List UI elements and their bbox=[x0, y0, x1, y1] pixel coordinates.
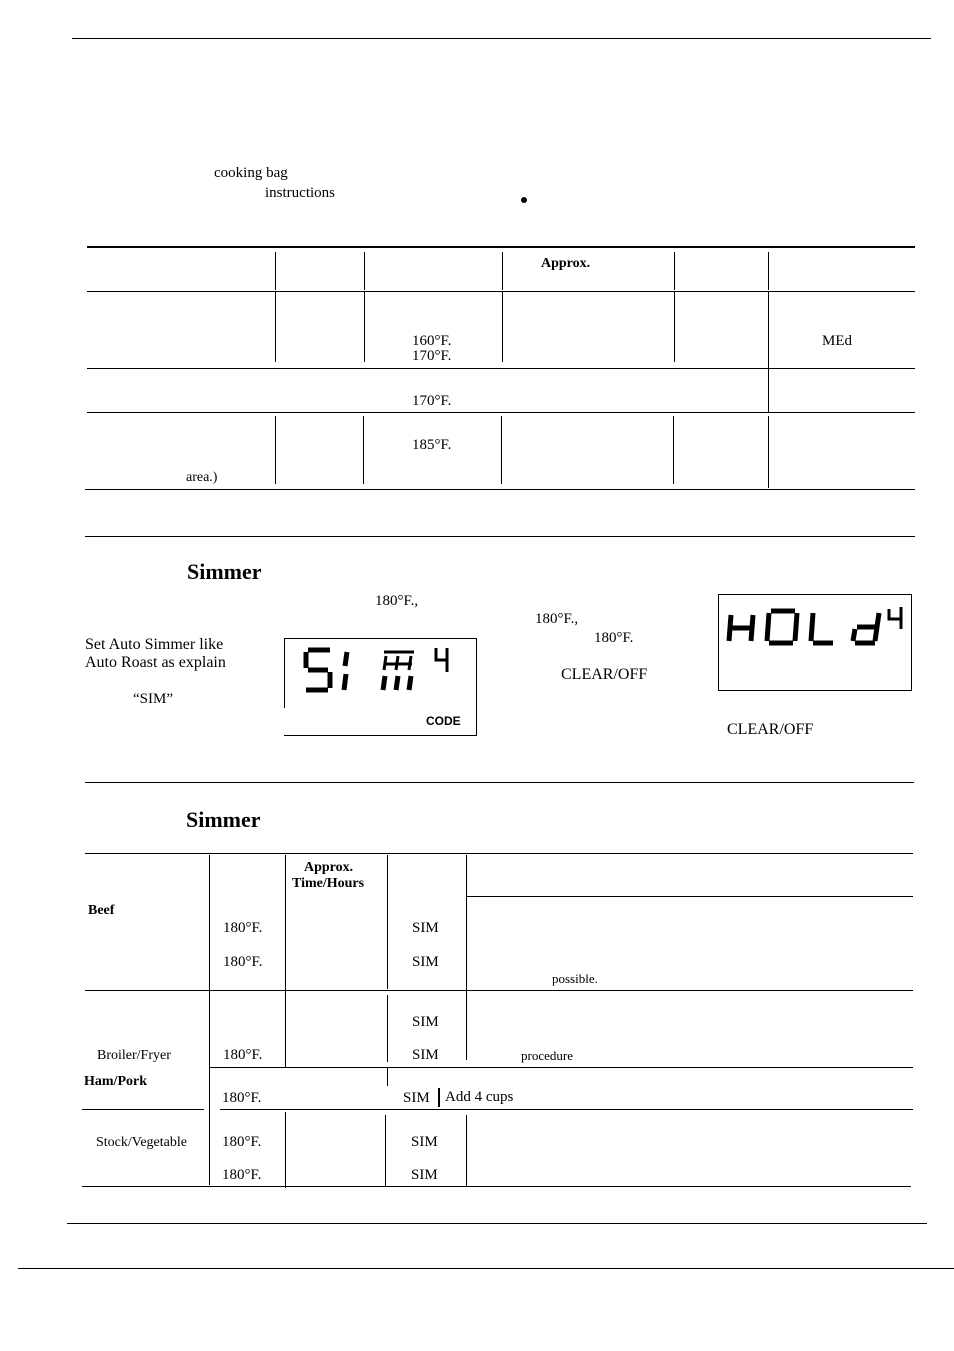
intro-cooking-bag: cooking bag bbox=[214, 165, 288, 181]
table1-col-divider bbox=[501, 416, 502, 484]
table2-col-divider bbox=[285, 1112, 286, 1188]
intro-instructions: instructions bbox=[265, 185, 335, 201]
table1-col-divider bbox=[768, 252, 769, 290]
top-rule bbox=[72, 38, 931, 39]
table1-row2-temp: 170°F. bbox=[412, 393, 452, 409]
soup-temp-1: 180°F. bbox=[222, 1134, 262, 1150]
table2-col-divider bbox=[466, 855, 467, 1060]
lcd1-bottom-edge bbox=[284, 735, 477, 736]
chicken-temp: 180°F. bbox=[223, 1047, 263, 1063]
table1-row1-rule bbox=[87, 368, 915, 369]
table2-col-divider bbox=[385, 1115, 386, 1186]
soup-setting-2: SIM bbox=[411, 1167, 438, 1183]
table1-col-divider bbox=[673, 416, 674, 484]
soup-stock-label: Stock/Vegetable bbox=[96, 1135, 187, 1150]
section-rule bbox=[85, 782, 914, 783]
chicken-broiler-label: Broiler/Fryer bbox=[97, 1048, 171, 1063]
beef-note: possible. bbox=[552, 971, 598, 986]
simmer-guide-title: Simmer bbox=[186, 807, 261, 832]
table2-col-divider bbox=[209, 855, 210, 1185]
lcd1-right-edge bbox=[476, 638, 477, 736]
table1-row1-temp2: 170°F. bbox=[412, 348, 452, 364]
ham-pork-divider bbox=[438, 1088, 440, 1107]
chicken-note: procedure bbox=[521, 1048, 573, 1063]
table1-header-rule bbox=[87, 291, 915, 292]
chicken-setting-2: SIM bbox=[412, 1047, 439, 1063]
table1-col-divider bbox=[502, 252, 503, 290]
table1-col-divider bbox=[768, 369, 769, 412]
ham-pork-note: Add 4 cups bbox=[445, 1089, 514, 1105]
lcd1-code-label: CODE bbox=[426, 714, 461, 728]
table2-bottom-rule bbox=[82, 1186, 911, 1187]
table1-col-divider bbox=[674, 252, 675, 290]
table2-ham-rule-left bbox=[82, 1109, 204, 1110]
table1-col-divider bbox=[363, 416, 364, 484]
table2-col-divider bbox=[466, 1115, 467, 1186]
footer-rule-lower bbox=[18, 1268, 954, 1269]
table1-row3-note: area.) bbox=[186, 470, 218, 485]
table2-header-approx: Approx. bbox=[304, 860, 354, 875]
table1-row2-rule bbox=[87, 412, 915, 413]
table1-col-divider bbox=[768, 292, 769, 368]
beef-label: Beef bbox=[88, 903, 115, 918]
table2-ham-rule-right bbox=[220, 1109, 913, 1110]
auto-simmer-title: Simmer bbox=[187, 559, 262, 584]
table1-row1-temp1: 160°F. bbox=[412, 333, 452, 349]
table1-col-divider bbox=[275, 292, 276, 362]
section-rule bbox=[85, 536, 915, 537]
table2-col-divider bbox=[387, 1068, 388, 1086]
table1-row1-doneness: MEd bbox=[822, 333, 852, 349]
sim-display-panel bbox=[284, 638, 477, 736]
auto-simmer-sim-quote: “SIM” bbox=[133, 691, 173, 707]
footer-rule-upper bbox=[67, 1223, 927, 1224]
table1-col-divider bbox=[674, 292, 675, 362]
table2-chicken-rule bbox=[210, 1067, 913, 1068]
beef-temp-1: 180°F. bbox=[223, 920, 263, 936]
table1-col-divider bbox=[502, 292, 503, 362]
hold-display-panel bbox=[718, 594, 912, 691]
table1-header-approx: Approx. bbox=[541, 256, 591, 271]
table2-col-divider bbox=[387, 995, 388, 1062]
auto-simmer-body-line2: Auto Roast as explain bbox=[85, 655, 226, 671]
auto-simmer-temp-a: 180°F., bbox=[375, 593, 419, 609]
table2-col-divider bbox=[387, 855, 388, 989]
auto-simmer-temp-b: 180°F., bbox=[535, 611, 579, 627]
clear-off-label-2: CLEAR/OFF bbox=[727, 721, 814, 738]
table1-col-divider bbox=[364, 252, 365, 290]
soup-setting-1: SIM bbox=[411, 1134, 438, 1150]
lcd1-left-edge bbox=[284, 638, 285, 708]
table2-header-rule bbox=[466, 896, 913, 897]
table1-top-rule bbox=[87, 246, 915, 248]
hold-readout-graphic bbox=[719, 595, 911, 690]
chicken-setting-1: SIM bbox=[412, 1014, 439, 1030]
beef-setting-1: SIM bbox=[412, 920, 439, 936]
clear-off-label-1: CLEAR/OFF bbox=[561, 666, 648, 683]
table2-top-rule bbox=[85, 853, 913, 854]
soup-temp-2: 180°F. bbox=[222, 1167, 262, 1183]
beef-setting-2: SIM bbox=[412, 954, 439, 970]
ham-pork-setting: SIM bbox=[403, 1090, 430, 1106]
beef-temp-2: 180°F. bbox=[223, 954, 263, 970]
table1-col-divider bbox=[275, 252, 276, 290]
auto-simmer-temp-c: 180°F. bbox=[594, 630, 634, 646]
bullet-dot bbox=[521, 197, 527, 203]
auto-simmer-body-line1: Set Auto Simmer like bbox=[85, 636, 224, 653]
auto-simmer-body-line2-clip bbox=[85, 655, 239, 679]
table1-row3-temp: 185°F. bbox=[412, 437, 452, 453]
table1-col-divider bbox=[275, 416, 276, 484]
table1-col-divider bbox=[768, 416, 769, 488]
ham-pork-temp: 180°F. bbox=[222, 1090, 262, 1106]
table2-col-divider bbox=[285, 855, 286, 1067]
ham-pork-label: Ham/Pork bbox=[84, 1074, 147, 1089]
table1-col-divider bbox=[364, 292, 365, 362]
table2-header-time: Time/Hours bbox=[292, 876, 365, 891]
table1-bottom-rule bbox=[85, 489, 915, 490]
lcd1-top-edge bbox=[284, 638, 477, 639]
